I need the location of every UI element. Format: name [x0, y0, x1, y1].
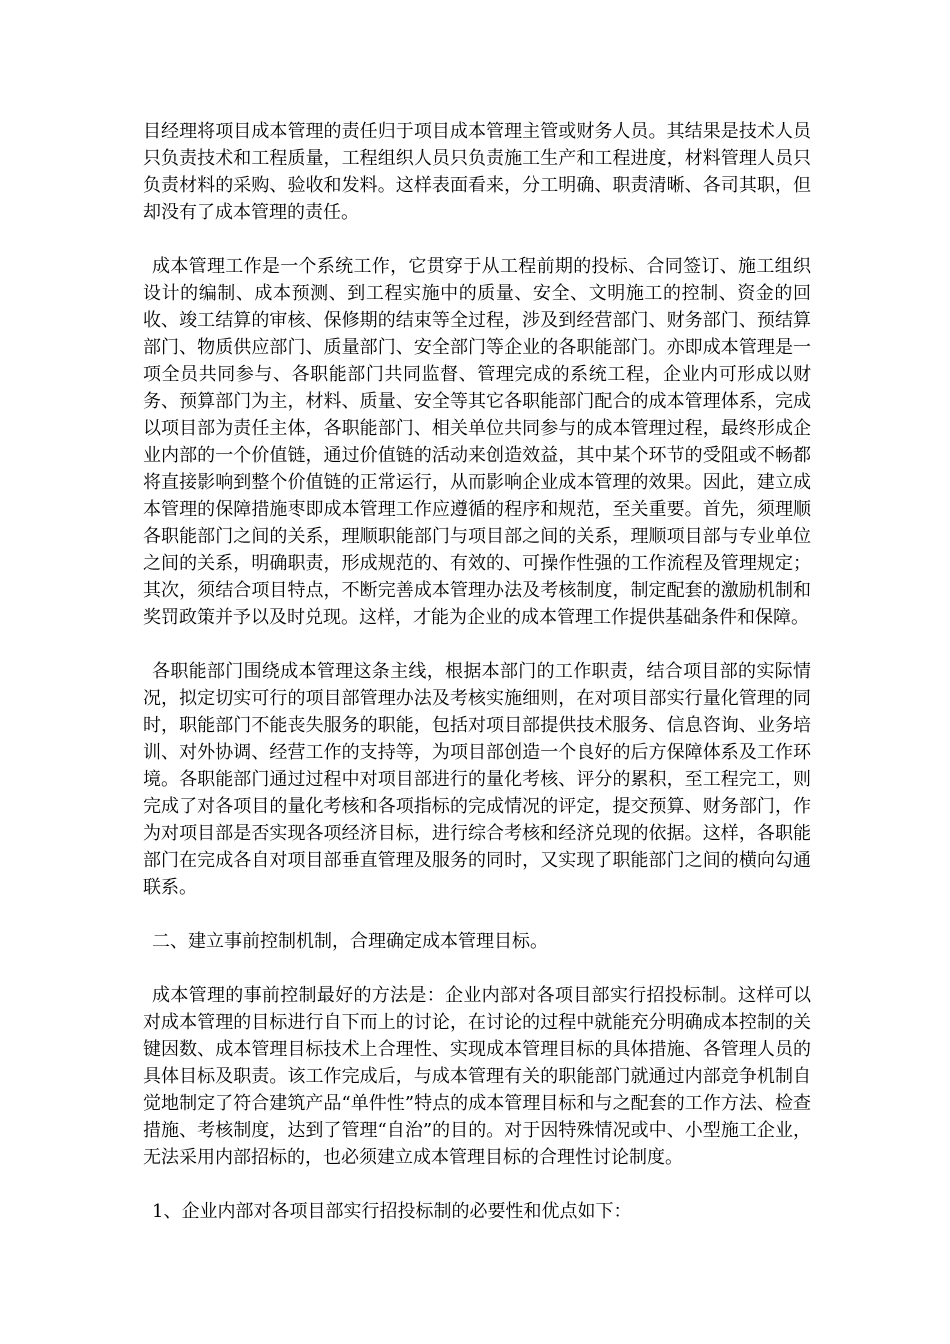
- paragraph-1: 目经理将项目成本管理的责任归于项目成本管理主管或财务人员。其结果是技术人员只负责技术和工程质量，工程组织人员只负责施工生产和工程进度，材料管理人员只负责材料的采购、验收和发料。这样表面看来，分工明确、职责清晰、各司其职，但却没有了成本管理的责任。: [143, 121, 811, 223]
- paragraph-2: 成本管理工作是一个系统工作，它贯穿于从工程前期的投标、合同签订、施工组织设计的编制、成本预测、到工程实施中的质量、安全、文明施工的控制、资金的回收、竣工结算的审核、保修期的结束等全过程，涉及到经营部门、财务部门、预结算部门、物质供应部门、质量部门、安全部门等企业的各职能部门。亦即成本管理是一项全员共同参与、各职能部门共同监督、管理完成的系统工程，企业内可形成以财务、预算部门为主，材料、质量、安全等其它各职能部门配合的成本管理体系，完成以项目部为责任主体，各职能部门、相关单位共同参与的成本管理过程，最终形成企业内部的一个价值链，通过价值链的活动来创造效益，其中某个环节的受阻或不畅都将直接影响到整个价值链的正常运行，从而影响企业成本管理的效果。因此，建立成本管理的保障措施枣即成本管理工作应遵循的程序和规范，至关重要。首先，须理顺各职能部门之间的关系，理顺职能部门与项目部之间的关系，理顺项目部与专业单位之间的关系，明确职责，形成规范的、有效的、可操作性强的工作流程及管理规定；其次，须结合项目特点，不断完善成本管理办法及考核制度，制定配套的激励机制和奖罚政策并予以及时兑现。这样，才能为企业的成本管理工作提供基础条件和保障。: [143, 256, 811, 628]
- list-item-heading: 1、企业内部对各项目部实行招投标制的必要性和优点如下：: [152, 1201, 632, 1222]
- paragraph-4: 成本管理的事前控制最好的方法是：企业内部对各项目部实行招投标制。这样可以对成本管理的目标进行自下而上的讨论，在讨论的过程中就能充分明确成本控制的关键因数、成本管理目标技术上合理性、实现成本管理目标的具体措施、各管理人员的具体目标及职责。该工作完成后，与成本管理有关的职能部门就通过内部竞争机制自觉地制定了符合建筑产品“单件性”特点的成本管理目标和与之配套的工作方法、检查措施、考核制度，达到了管理“自治”的目的。对于因特殊情况或中、小型施工企业，无法采用内部招标的，也必须建立成本管理目标的合理性讨论制度。: [143, 985, 811, 1168]
- section-heading: 二、建立事前控制机制，合理确定成本管理目标。: [152, 931, 548, 952]
- document-body: [143, 118, 811, 1252]
- paragraph-3: 各职能部门围绕成本管理这条主线，根据本部门的工作职责，结合项目部的实际情况，拟定切实可行的项目部管理办法及考核实施细则，在对项目部实行量化管理的同时，职能部门不能丧失服务的职能，包括对项目部提供技术服务、信息咨询、业务培训、对外协调、经营工作的支持等，为项目部创造一个良好的后方保障体系及工作环境。各职能部门通过过程中对项目部进行的量化考核、评分的累积，至工程完工，则完成了对各项目的量化考核和各项指标的完成情况的评定，提交预算、财务部门，作为对项目部是否实现各项经济目标，进行综合考核和经济兑现的依据。这样，各职能部门在完成各自对项目部垂直管理及服务的同时，又实现了职能部门之间的横向勾通联系。: [143, 661, 811, 898]
